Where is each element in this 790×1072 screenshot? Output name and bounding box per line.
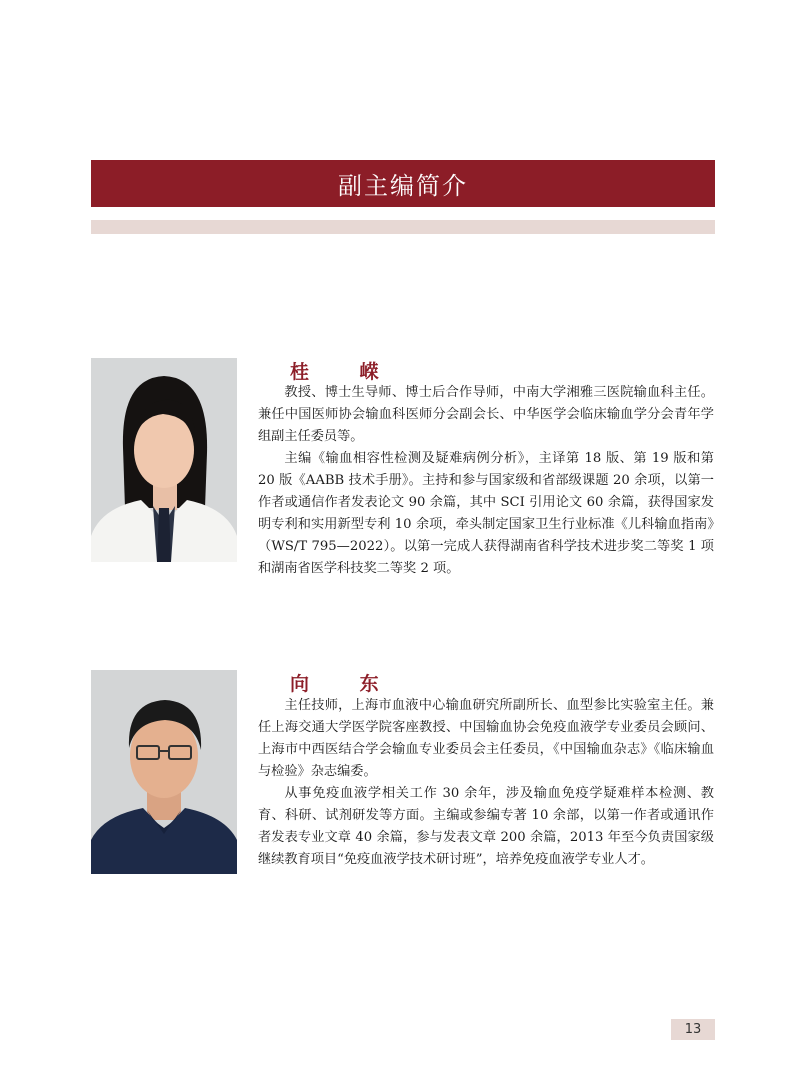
editor-2-name: 向 东 (290, 673, 401, 695)
section-title-bar (91, 160, 715, 207)
editor-1-bio-paragraph-2: 主编《输血相容性检测及疑难病例分析》，主译第 18 版、第 19 版和第 20 版《AABB 技术手册》。主持和参与国家级和省部级课题 20 余项，以第一作者或通信作者发表论文 90 余篇，其中 SCI 引用论文 60 余篇，获得国家发明专利和实用新型专利 10 余项，牵头制定国家卫生行业标准《儿科输血指南》（WS/T 795—2022）。以第一完成人获得湖南省科学技术进步奖二等奖 1 项和湖南省医学科技奖二等奖 2 项。 (258, 451, 714, 576)
editor-2-bio (258, 695, 714, 871)
editor-1-photo (91, 358, 237, 562)
editor-2-photo (91, 670, 237, 874)
editor-1-bio (258, 382, 714, 580)
editor-2-bio-paragraph-2: 从事免疫血液学相关工作 30 余年，涉及输血免疫学疑难样本检测、教育、科研、试剂研发等方面。主编或参编专著 10 余部，以第一作者或通讯作者发表专业文章 40 余篇，参与发表文章 200 余篇，2013 年至今负责国家级继续教育项目“免疫血液学技术研讨班”，培养免疫血液学专业人才。 (258, 786, 714, 867)
section-title: 副主编简介 (338, 172, 468, 200)
editor-1-name: 桂 嵘 (290, 361, 401, 383)
editor-1-bio-paragraph-1: 教授、博士生导师、博士后合作导师，中南大学湘雅三医院输血科主任。兼任中国医师协会输血科医师分会副会长、中华医学会临床输血学分会青年学组副主任委员等。 (258, 385, 714, 444)
editor-2-bio-paragraph-1: 主任技师，上海市血液中心输血研究所副所长、血型参比实验室主任。兼任上海交通大学医学院客座教授、中国输血协会免疫血液学专业委员会顾问、上海市中西医结合学会输血专业委员会主任委员，《中国输血杂志》《临床输血与检验》杂志编委。 (258, 698, 714, 779)
title-underline-bar (91, 220, 715, 234)
page-number: 13 (671, 1019, 715, 1040)
